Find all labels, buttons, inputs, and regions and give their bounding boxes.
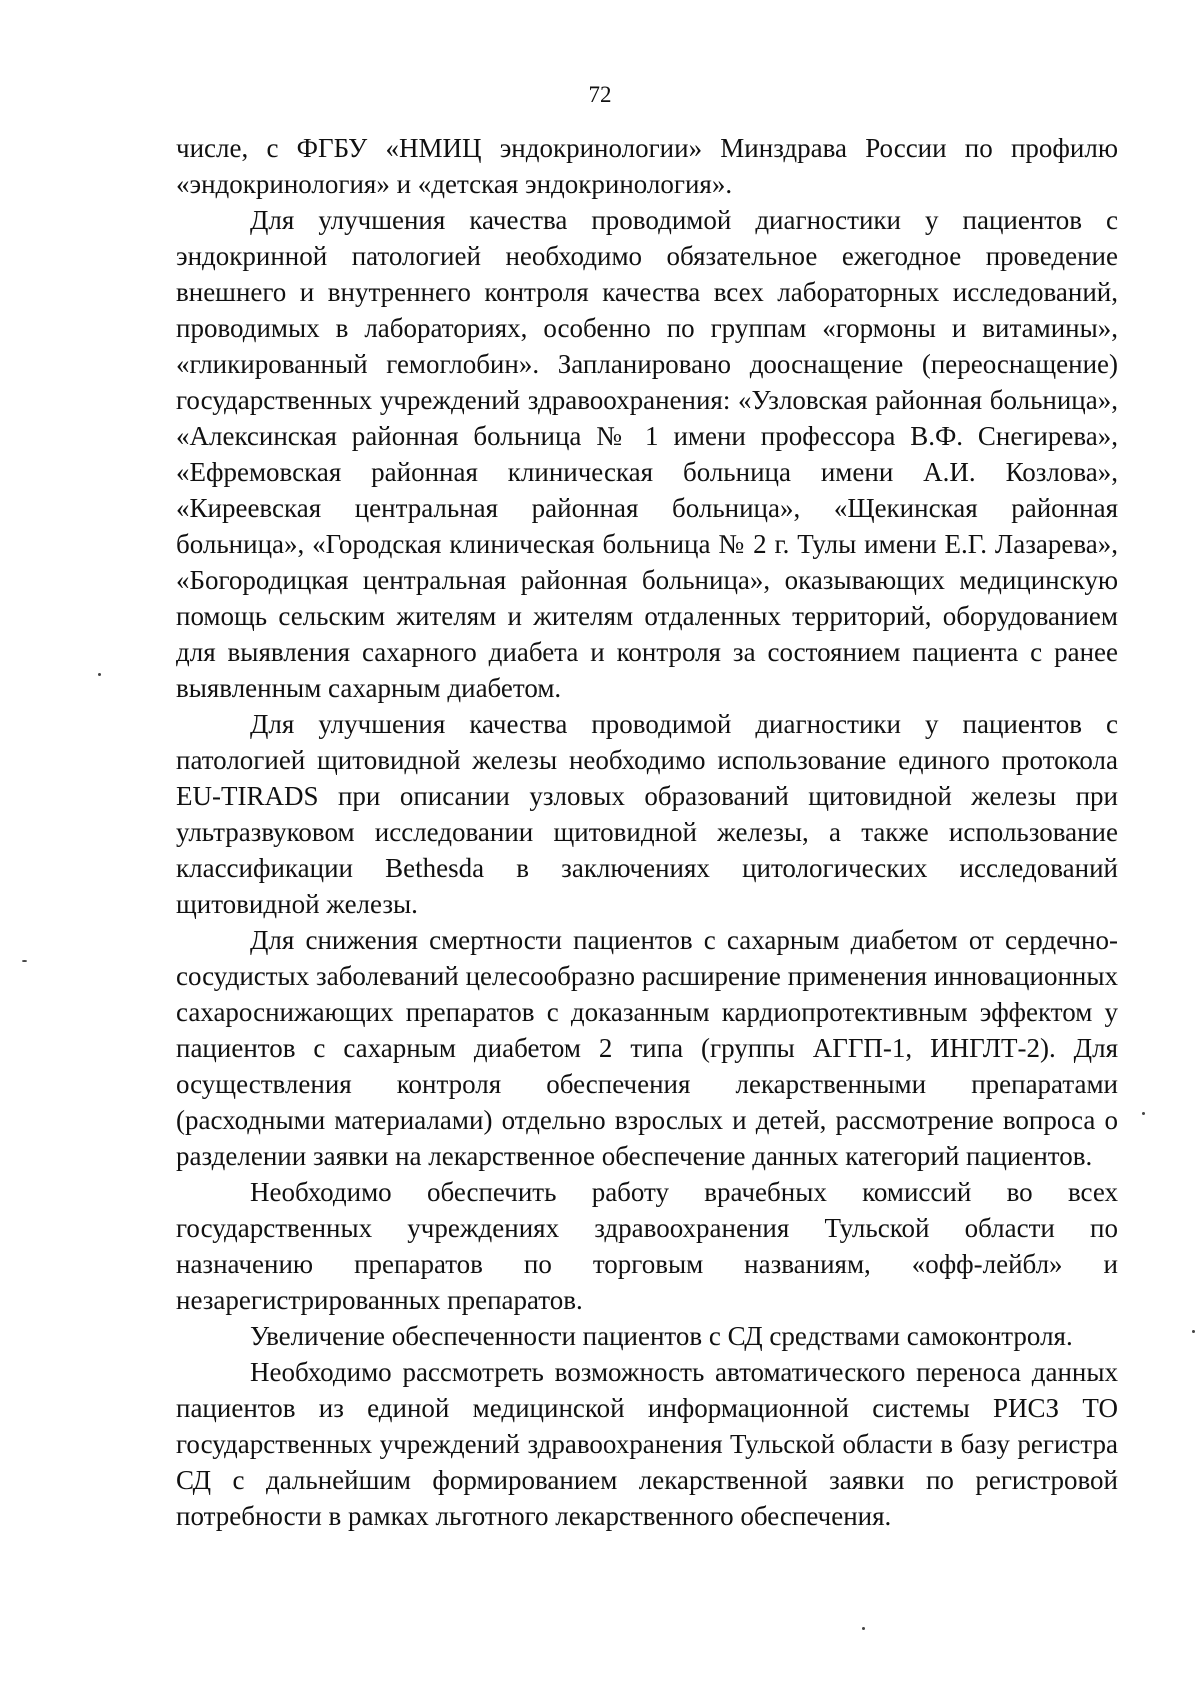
paragraph-mortality-reduction: Для снижения смертности пациентов с сахарным диабетом от сердечно-сосудистых заболеваний целесообразно расширение применения инновационных сахароснижающих препаратов с доказанным кардиопротективным эффектом у пациентов с сахарным диабетом 2 типа (группы АГГП-1, ИНГЛТ-2). Для осуществления контроля обеспечения лекарственными препаратами (расходными материалами) отдельно взрослых и детей, рассмотрение вопроса о разделении заявки на лекарственное обеспечение данных категорий пациентов. bbox=[176, 925, 1118, 1171]
scan-speck bbox=[98, 673, 101, 676]
scan-speck bbox=[22, 960, 27, 962]
scan-speck bbox=[1192, 1330, 1195, 1333]
paragraph-continuation: числе, с ФГБУ «НМИЦ эндокринологии» Минздрава России по профилю «эндокринология» и «детская эндокринология». bbox=[176, 133, 1118, 199]
paragraph-data-transfer: Необходимо рассмотреть возможность автоматического переноса данных пациентов из единой медицинской информационной системы РИСЗ ТО государственных учреждений здравоохранения Тульской области в базу регистра СД с дальнейшим формированием лекарственной заявки по регистровой потребности в рамках льготного лекарственного обеспечения. bbox=[176, 1357, 1118, 1531]
scan-speck bbox=[1142, 1112, 1145, 1115]
paragraph-medical-commissions: Необходимо обеспечить работу врачебных комиссий во всех государственных учреждениях здравоохранения Тульской области по назначению препаратов по торговым названиям, «офф-лейбл» и незарегистрированных препаратов. bbox=[176, 1177, 1118, 1315]
scan-speck bbox=[862, 1627, 865, 1630]
document-body bbox=[176, 130, 1118, 1534]
paragraph-lab-quality: Для улучшения качества проводимой диагностики у пациентов с эндокринной патологией необходимо обязательное ежегодное проведение внешнего и внутреннего контроля качества всех лабораторных исследований, проводимых в лабораториях, особенно по группам «гормоны и витамины», «гликированный гемоглобин». Запланировано дооснащение (переоснащение) государственных учреждений здравоохранения: «Узловская районная больница», «Алексинская районная больница № 1 имени профессора В.Ф. Снегирева», «Ефремовская районная клиническая больница имени А.И. Козлова», «Киреевская центральная районная больница», «Щекинская районная больница», «Городская клиническая больница № 2 г. Тулы имени Е.Г. Лазарева», «Богородицкая центральная районная больница», оказывающих медицинскую помощь сельским жителям и жителям отдаленных территорий, оборудованием для выявления сахарного диабета и контроля за состоянием пациента с ранее выявленным сахарным диабетом. bbox=[176, 205, 1118, 703]
page-number: 72 bbox=[588, 82, 612, 107]
paragraph-thyroid-diagnostics: Для улучшения качества проводимой диагностики у пациентов с патологией щитовидной железы необходимо использование единого протокола EU-TIRADS при описании узловых образований щитовидной железы при ультразвуковом исследовании щитовидной железы, а также использование классификации Bethesda в заключениях цитологических исследований щитовидной железы. bbox=[176, 709, 1118, 919]
paragraph-self-monitoring: Увеличение обеспеченности пациентов с СД средствами самоконтроля. bbox=[250, 1321, 1073, 1351]
